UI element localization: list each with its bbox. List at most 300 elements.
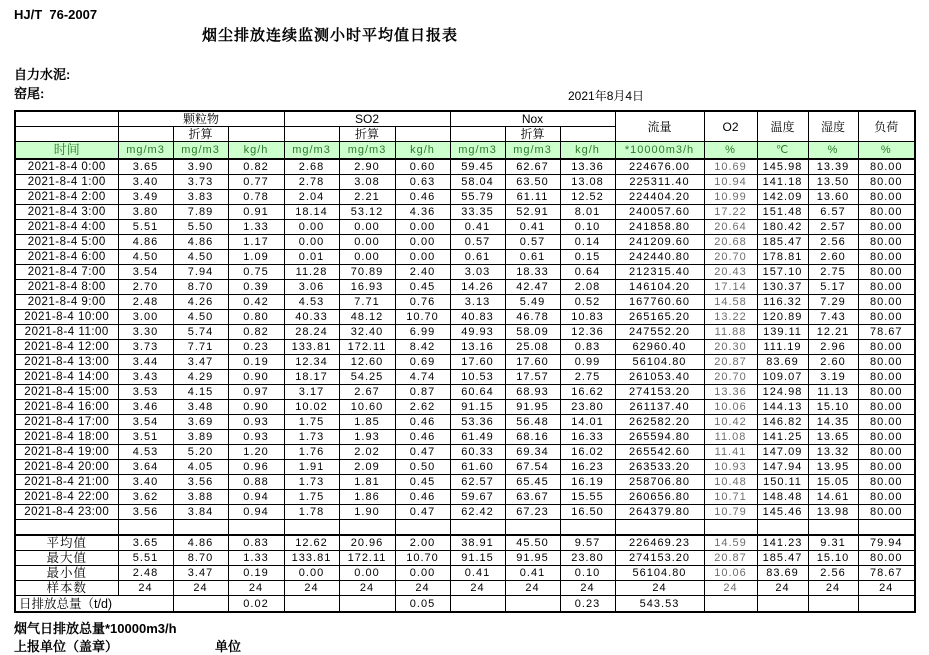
value-cell: 258706.80 xyxy=(615,475,704,490)
value-cell: 4.86 xyxy=(173,235,228,250)
value-cell: 10.99 xyxy=(704,190,757,205)
value-cell: 80.00 xyxy=(858,505,915,520)
value-cell: 1.93 xyxy=(339,430,395,445)
daily-total-row xyxy=(15,596,915,613)
value-cell: 0.57 xyxy=(450,235,505,250)
value-cell: 0.57 xyxy=(505,235,560,250)
value-cell: 2.60 xyxy=(808,355,858,370)
time-cell: 2021-8-4 0:00 xyxy=(15,159,118,175)
unit-header: mg/m3 xyxy=(284,142,339,160)
value-cell: 17.60 xyxy=(505,355,560,370)
value-cell: 3.51 xyxy=(118,430,173,445)
table-row xyxy=(15,175,915,190)
header-row-units xyxy=(15,142,915,160)
value-cell: 24 xyxy=(173,581,228,596)
table-row xyxy=(15,460,915,475)
value-cell: 6.99 xyxy=(395,325,450,340)
value-cell: 1.90 xyxy=(339,505,395,520)
value-cell: 80.00 xyxy=(858,310,915,325)
value-cell: 1.33 xyxy=(228,220,284,235)
time-cell: 2021-8-4 21:00 xyxy=(15,475,118,490)
column-header: 温度 xyxy=(757,111,808,142)
value-cell: 1.91 xyxy=(284,460,339,475)
value-cell: 3.44 xyxy=(118,355,173,370)
time-cell: 2021-8-4 3:00 xyxy=(15,205,118,220)
value-cell: 0.00 xyxy=(395,566,450,581)
empty-cell xyxy=(15,520,118,536)
value-cell: 0.88 xyxy=(228,475,284,490)
value-cell: 5.51 xyxy=(118,551,173,566)
value-cell: 0.61 xyxy=(505,250,560,265)
value-cell: 49.93 xyxy=(450,325,505,340)
value-cell: 4.86 xyxy=(118,235,173,250)
unit-header: mg/m3 xyxy=(173,142,228,160)
value-cell: 3.54 xyxy=(118,415,173,430)
value-cell: 2.09 xyxy=(339,460,395,475)
value-cell: 0.61 xyxy=(450,250,505,265)
value-cell: 3.56 xyxy=(118,505,173,520)
value-cell: 10.83 xyxy=(560,310,615,325)
value-cell: 24 xyxy=(505,581,560,596)
spacer-row xyxy=(15,520,915,536)
value-cell: 0.23 xyxy=(228,340,284,355)
value-cell: 56104.80 xyxy=(615,566,704,581)
value-cell: 1.85 xyxy=(339,415,395,430)
value-cell xyxy=(858,596,915,613)
value-cell: 0.19 xyxy=(228,355,284,370)
unit-header: mg/m3 xyxy=(450,142,505,160)
unit-header: % xyxy=(808,142,858,160)
value-cell: 80.00 xyxy=(858,220,915,235)
value-cell: 14.35 xyxy=(808,415,858,430)
value-cell: 0.00 xyxy=(339,220,395,235)
value-cell: 261137.40 xyxy=(615,400,704,415)
value-cell: 226469.23 xyxy=(615,535,704,551)
value-cell: 4.86 xyxy=(173,535,228,551)
value-cell: 185.47 xyxy=(757,235,808,250)
value-cell: 0.90 xyxy=(228,400,284,415)
value-cell: 13.60 xyxy=(808,190,858,205)
value-cell: 13.95 xyxy=(808,460,858,475)
value-cell: 2.40 xyxy=(395,265,450,280)
table-row xyxy=(15,370,915,385)
value-cell: 133.81 xyxy=(284,340,339,355)
summary-row xyxy=(15,581,915,596)
value-cell: 13.08 xyxy=(560,175,615,190)
table-row xyxy=(15,400,915,415)
value-cell: 2.00 xyxy=(395,535,450,551)
value-cell: 274153.20 xyxy=(615,551,704,566)
value-cell: 172.11 xyxy=(339,340,395,355)
value-cell: 144.13 xyxy=(757,400,808,415)
value-cell: 67.23 xyxy=(505,505,560,520)
value-cell: 61.11 xyxy=(505,190,560,205)
converted-header: 折算 xyxy=(505,127,560,142)
value-cell: 80.00 xyxy=(858,250,915,265)
report-date: 2021年8月4日 xyxy=(568,89,645,103)
value-cell: 68.16 xyxy=(505,430,560,445)
value-cell: 15.05 xyxy=(808,475,858,490)
value-cell: 2.90 xyxy=(339,159,395,175)
time-header: 时间 xyxy=(15,142,118,160)
value-cell: 0.97 xyxy=(228,385,284,400)
value-cell: 69.34 xyxy=(505,445,560,460)
time-cell: 2021-8-4 9:00 xyxy=(15,295,118,310)
value-cell: 16.33 xyxy=(560,430,615,445)
value-cell: 2.68 xyxy=(284,159,339,175)
time-cell: 2021-8-4 12:00 xyxy=(15,340,118,355)
value-cell: 178.81 xyxy=(757,250,808,265)
column-header: 负荷 xyxy=(858,111,915,142)
value-cell: 4.50 xyxy=(118,250,173,265)
time-cell: 2021-8-4 2:00 xyxy=(15,190,118,205)
table-row xyxy=(15,505,915,520)
value-cell: 3.88 xyxy=(173,490,228,505)
value-cell: 111.19 xyxy=(757,340,808,355)
value-cell: 13.39 xyxy=(808,159,858,175)
unit-header: % xyxy=(858,142,915,160)
value-cell: 265594.80 xyxy=(615,430,704,445)
value-cell: 2.02 xyxy=(339,445,395,460)
value-cell: 151.48 xyxy=(757,205,808,220)
value-cell: 265542.60 xyxy=(615,445,704,460)
value-cell: 147.94 xyxy=(757,460,808,475)
value-cell: 80.00 xyxy=(858,295,915,310)
table-row xyxy=(15,220,915,235)
value-cell: 0.63 xyxy=(395,175,450,190)
value-cell: 20.70 xyxy=(704,250,757,265)
unit-header: mg/m3 xyxy=(505,142,560,160)
value-cell: 70.89 xyxy=(339,265,395,280)
value-cell: 10.48 xyxy=(704,475,757,490)
value-cell: 0.00 xyxy=(284,220,339,235)
value-cell: 0.46 xyxy=(395,490,450,505)
value-cell: 0.46 xyxy=(395,415,450,430)
header-row-groups xyxy=(15,111,915,127)
value-cell: 80.00 xyxy=(858,430,915,445)
value-cell: 2.57 xyxy=(808,220,858,235)
value-cell: 0.00 xyxy=(284,566,339,581)
value-cell: 3.13 xyxy=(450,295,505,310)
value-cell: 0.41 xyxy=(450,566,505,581)
value-cell: 14.61 xyxy=(808,490,858,505)
value-cell xyxy=(284,596,339,613)
value-cell: 10.42 xyxy=(704,415,757,430)
value-cell: 0.83 xyxy=(228,535,284,551)
value-cell: 80.00 xyxy=(858,235,915,250)
value-cell: 3.62 xyxy=(118,490,173,505)
summary-row xyxy=(15,535,915,551)
group-header: SO2 xyxy=(284,111,450,127)
value-cell: 133.81 xyxy=(284,551,339,566)
value-cell: 8.70 xyxy=(173,280,228,295)
time-cell: 2021-8-4 17:00 xyxy=(15,415,118,430)
value-cell: 240057.60 xyxy=(615,205,704,220)
value-cell: 0.99 xyxy=(560,355,615,370)
value-cell: 2.70 xyxy=(118,280,173,295)
value-cell: 80.00 xyxy=(858,400,915,415)
value-cell: 0.83 xyxy=(560,340,615,355)
value-cell: 3.65 xyxy=(118,535,173,551)
value-cell: 0.01 xyxy=(284,250,339,265)
value-cell: 79.94 xyxy=(858,535,915,551)
value-cell: 2.56 xyxy=(808,566,858,581)
value-cell: 2.75 xyxy=(808,265,858,280)
value-cell xyxy=(505,596,560,613)
value-cell: 0.82 xyxy=(228,159,284,175)
value-cell: 62.42 xyxy=(450,505,505,520)
unit-header: kg/h xyxy=(228,142,284,160)
monitoring-table xyxy=(14,110,916,613)
value-cell: 12.62 xyxy=(284,535,339,551)
value-cell: 4.50 xyxy=(173,310,228,325)
value-cell: 80.00 xyxy=(858,340,915,355)
value-cell: 0.42 xyxy=(228,295,284,310)
value-cell: 15.10 xyxy=(808,400,858,415)
value-cell: 8.42 xyxy=(395,340,450,355)
table-row xyxy=(15,295,915,310)
subheader-spacer xyxy=(284,127,339,142)
value-cell: 23.80 xyxy=(560,551,615,566)
value-cell: 10.53 xyxy=(450,370,505,385)
value-cell: 5.50 xyxy=(173,220,228,235)
value-cell: 10.06 xyxy=(704,566,757,581)
value-cell: 13.16 xyxy=(450,340,505,355)
value-cell: 80.00 xyxy=(858,205,915,220)
converted-header: 折算 xyxy=(339,127,395,142)
subheader-spacer xyxy=(450,127,505,142)
value-cell: 16.19 xyxy=(560,475,615,490)
value-cell: 0.76 xyxy=(395,295,450,310)
value-cell: 2.21 xyxy=(339,190,395,205)
value-cell: 13.22 xyxy=(704,310,757,325)
value-cell: 0.00 xyxy=(395,250,450,265)
value-cell: 3.80 xyxy=(118,205,173,220)
value-cell: 7.71 xyxy=(339,295,395,310)
value-cell: 33.35 xyxy=(450,205,505,220)
value-cell: 4.29 xyxy=(173,370,228,385)
subheader-spacer xyxy=(228,127,284,142)
value-cell: 24 xyxy=(615,581,704,596)
value-cell: 3.03 xyxy=(450,265,505,280)
table-row xyxy=(15,310,915,325)
value-cell xyxy=(808,596,858,613)
value-cell: 0.52 xyxy=(560,295,615,310)
value-cell: 12.34 xyxy=(284,355,339,370)
table-row xyxy=(15,490,915,505)
unit-header: kg/h xyxy=(560,142,615,160)
value-cell: 20.96 xyxy=(339,535,395,551)
standard-code: HJ/T 76-2007 xyxy=(14,7,98,22)
value-cell: 0.15 xyxy=(560,250,615,265)
value-cell: 16.93 xyxy=(339,280,395,295)
time-cell: 2021-8-4 20:00 xyxy=(15,460,118,475)
value-cell: 2.62 xyxy=(395,400,450,415)
value-cell: 224404.20 xyxy=(615,190,704,205)
value-cell: 17.22 xyxy=(704,205,757,220)
value-cell: 141.25 xyxy=(757,430,808,445)
value-cell: 59.45 xyxy=(450,159,505,175)
value-cell: 0.02 xyxy=(228,596,284,613)
value-cell: 11.28 xyxy=(284,265,339,280)
value-cell: 61.49 xyxy=(450,430,505,445)
value-cell: 3.06 xyxy=(284,280,339,295)
value-cell: 3.47 xyxy=(173,355,228,370)
value-cell: 5.51 xyxy=(118,220,173,235)
value-cell: 80.00 xyxy=(858,385,915,400)
value-cell: 91.95 xyxy=(505,400,560,415)
table-row xyxy=(15,385,915,400)
unit-header: *10000m3/h xyxy=(615,142,704,160)
time-cell: 2021-8-4 7:00 xyxy=(15,265,118,280)
summary-row xyxy=(15,566,915,581)
value-cell: 157.10 xyxy=(757,265,808,280)
empty-cell xyxy=(757,520,808,536)
empty-cell xyxy=(858,520,915,536)
value-cell: 11.41 xyxy=(704,445,757,460)
value-cell: 3.65 xyxy=(118,159,173,175)
value-cell: 2.60 xyxy=(808,250,858,265)
value-cell: 180.42 xyxy=(757,220,808,235)
value-cell: 4.05 xyxy=(173,460,228,475)
value-cell: 1.76 xyxy=(284,445,339,460)
value-cell: 10.69 xyxy=(704,159,757,175)
value-cell: 0.96 xyxy=(228,460,284,475)
time-cell: 2021-8-4 14:00 xyxy=(15,370,118,385)
value-cell: 67.54 xyxy=(505,460,560,475)
value-cell: 109.07 xyxy=(757,370,808,385)
value-cell: 0.00 xyxy=(284,235,339,250)
value-cell: 80.00 xyxy=(858,415,915,430)
value-cell: 185.47 xyxy=(757,551,808,566)
value-cell: 0.82 xyxy=(228,325,284,340)
value-cell: 120.89 xyxy=(757,310,808,325)
value-cell: 148.48 xyxy=(757,490,808,505)
value-cell: 241858.80 xyxy=(615,220,704,235)
column-header: O2 xyxy=(704,111,757,142)
value-cell: 260656.80 xyxy=(615,490,704,505)
value-cell: 0.93 xyxy=(228,430,284,445)
value-cell: 3.64 xyxy=(118,460,173,475)
value-cell: 4.53 xyxy=(284,295,339,310)
empty-cell xyxy=(118,520,173,536)
value-cell: 4.50 xyxy=(173,250,228,265)
summary-row xyxy=(15,551,915,566)
value-cell: 2.96 xyxy=(808,340,858,355)
value-cell: 261053.40 xyxy=(615,370,704,385)
value-cell: 3.40 xyxy=(118,475,173,490)
value-cell: 2.78 xyxy=(284,175,339,190)
value-cell: 3.48 xyxy=(173,400,228,415)
value-cell: 61.60 xyxy=(450,460,505,475)
value-cell: 80.00 xyxy=(858,280,915,295)
value-cell: 23.80 xyxy=(560,400,615,415)
value-cell: 0.00 xyxy=(339,235,395,250)
value-cell: 5.74 xyxy=(173,325,228,340)
value-cell: 18.14 xyxy=(284,205,339,220)
value-cell: 5.49 xyxy=(505,295,560,310)
value-cell: 0.93 xyxy=(228,415,284,430)
value-cell: 116.32 xyxy=(757,295,808,310)
empty-cell xyxy=(505,520,560,536)
value-cell: 13.32 xyxy=(808,445,858,460)
value-cell: 56104.80 xyxy=(615,355,704,370)
value-cell: 12.21 xyxy=(808,325,858,340)
empty-cell xyxy=(808,520,858,536)
value-cell: 20.43 xyxy=(704,265,757,280)
value-cell: 38.91 xyxy=(450,535,505,551)
time-header-spacer xyxy=(15,111,118,127)
value-cell: 53.36 xyxy=(450,415,505,430)
value-cell: 8.01 xyxy=(560,205,615,220)
value-cell: 264379.80 xyxy=(615,505,704,520)
group-header: 颗粒物 xyxy=(118,111,284,127)
reporting-unit-label: 上报单位（盖章） xyxy=(14,639,119,654)
value-cell: 3.08 xyxy=(339,175,395,190)
value-cell: 146104.20 xyxy=(615,280,704,295)
value-cell: 0.00 xyxy=(395,220,450,235)
value-cell: 15.10 xyxy=(808,551,858,566)
value-cell: 0.77 xyxy=(228,175,284,190)
value-cell: 40.83 xyxy=(450,310,505,325)
value-cell: 0.69 xyxy=(395,355,450,370)
value-cell xyxy=(450,596,505,613)
value-cell: 7.89 xyxy=(173,205,228,220)
table-row xyxy=(15,445,915,460)
value-cell: 0.41 xyxy=(450,220,505,235)
value-cell: 0.80 xyxy=(228,310,284,325)
value-cell: 130.37 xyxy=(757,280,808,295)
value-cell: 62960.40 xyxy=(615,340,704,355)
value-cell: 13.36 xyxy=(704,385,757,400)
unit-header: kg/h xyxy=(395,142,450,160)
value-cell: 10.02 xyxy=(284,400,339,415)
value-cell: 78.67 xyxy=(858,566,915,581)
value-cell: 1.09 xyxy=(228,250,284,265)
group-header: Nox xyxy=(450,111,615,127)
value-cell: 80.00 xyxy=(858,370,915,385)
value-cell: 10.60 xyxy=(339,400,395,415)
value-cell: 3.53 xyxy=(118,385,173,400)
table-row xyxy=(15,280,915,295)
time-cell: 2021-8-4 1:00 xyxy=(15,175,118,190)
value-cell: 91.15 xyxy=(450,551,505,566)
value-cell: 62.67 xyxy=(505,159,560,175)
value-cell: 0.00 xyxy=(395,235,450,250)
time-cell: 2021-8-4 13:00 xyxy=(15,355,118,370)
value-cell: 80.00 xyxy=(858,460,915,475)
value-cell: 80.00 xyxy=(858,475,915,490)
value-cell: 1.20 xyxy=(228,445,284,460)
value-cell: 0.00 xyxy=(339,250,395,265)
value-cell: 16.50 xyxy=(560,505,615,520)
value-cell: 4.36 xyxy=(395,205,450,220)
value-cell: 0.41 xyxy=(505,220,560,235)
value-cell: 0.19 xyxy=(228,566,284,581)
unit-header: ℃ xyxy=(757,142,808,160)
value-cell: 224676.00 xyxy=(615,159,704,175)
empty-cell xyxy=(704,520,757,536)
value-cell: 172.11 xyxy=(339,551,395,566)
empty-cell xyxy=(284,520,339,536)
value-cell: 0.14 xyxy=(560,235,615,250)
value-cell: 24 xyxy=(339,581,395,596)
value-cell: 0.91 xyxy=(228,205,284,220)
value-cell: 4.26 xyxy=(173,295,228,310)
value-cell: 167760.60 xyxy=(615,295,704,310)
value-cell: 147.09 xyxy=(757,445,808,460)
value-cell: 0.10 xyxy=(560,566,615,581)
